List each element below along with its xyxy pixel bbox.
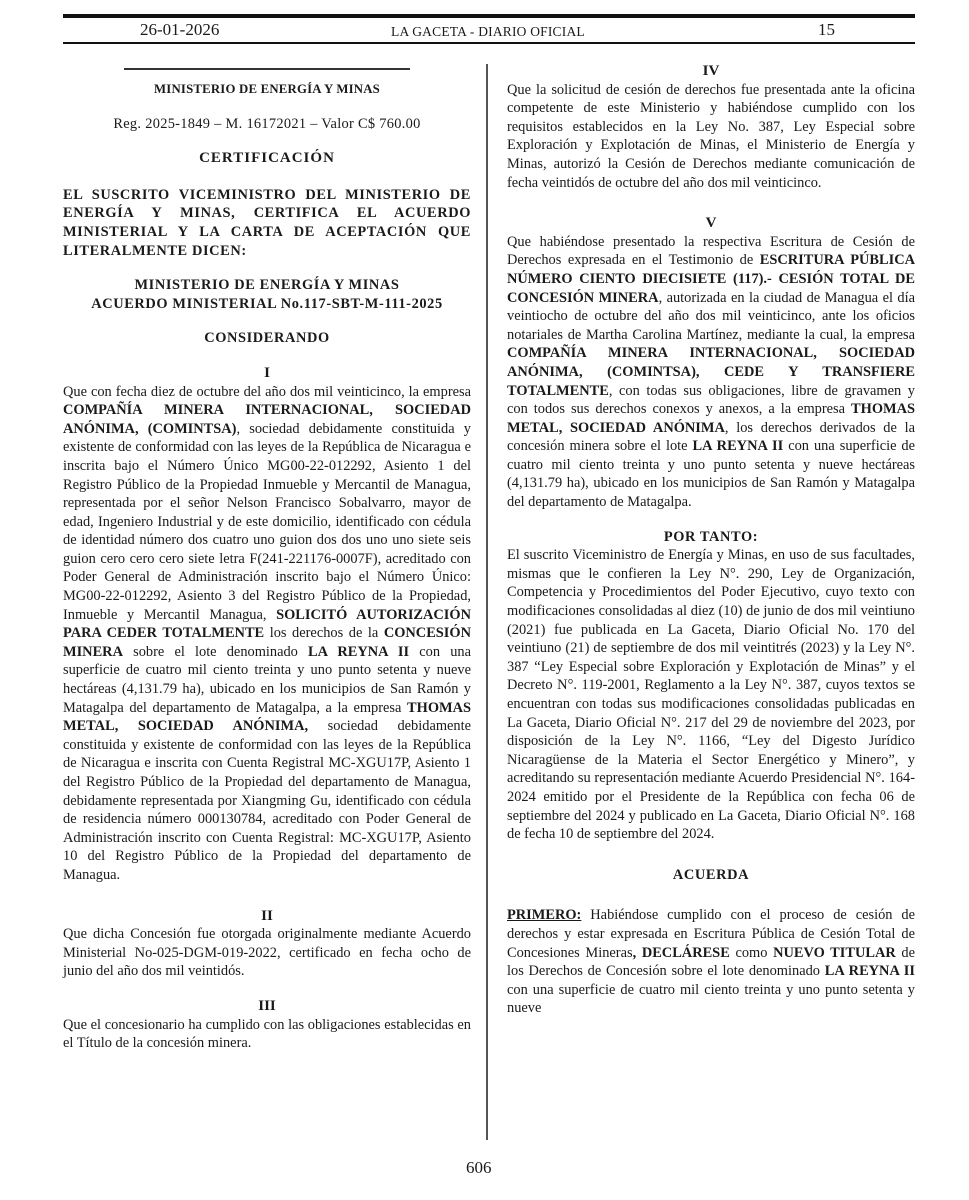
header-top-rule bbox=[63, 14, 915, 18]
section-iii-paragraph: Que el concesionario ha cumplido con las obligaciones establecidas en el Título de la concesión minera. bbox=[63, 1016, 471, 1052]
header-bottom-rule bbox=[63, 42, 915, 44]
por-tanto-paragraph: El suscrito Viceministro de Energía y Minas, en uso de sus facultades, mismas que le confieren la Ley N°. 290, Ley de Organización, Competencia y Procedimientos del Poder Ejecutivo, cuyo texto con modificaciones consolidadas al diez (10) de junio de dos mil veintiuno (2021) fue publicada en La Gaceta, Diario Oficial No. 170 del veintiuno (21) de septiembre de dos mil veintitrés (2023) y la Ley N°. 387 “Ley Especial sobre Exploración y Explotación de Minas” y el Decreto N°. 119-2001, Reglamento a la Ley N°. 387, cuyos textos se encuentran con todas sus modificaciones consolidadas publicadas en La Gaceta, Diario Oficial N°. 217 del 29 de noviembre del 2023, por disposición de la Ley N°. 1166, “Ley del Digesto Jurídico Nicaragüense de la Materia el Sector Energético y Minero”, y acreditando su representación mediante Acuerdo Presidencial N°. 164-2024 emitido por el Presidente de la República con fecha 06 de septiembre del 2024 y publicado en La Gaceta, Diario Oficial N°. 168 de fecha 10 de septiembre del 2024. bbox=[507, 547, 915, 843]
considerando-heading: CONSIDERANDO bbox=[204, 330, 330, 347]
section-numeral-ii: II bbox=[261, 907, 273, 924]
section-numeral-iv: IV bbox=[702, 63, 720, 79]
footer-page-number: 606 bbox=[466, 1158, 492, 1177]
section-v-paragraph: Que habiéndose presentado la respectiva Escritura de Cesión de Derechos expresada en el Testimonio de ESCRITURA PÚBLICA NÚMERO CIENTO DIECISIETE (117).- CESIÓN TOTAL DE CONCESIÓN MINERA, autorizada en la ciudad de Managua el día veintiocho de octubre del año dos mil veinticinco, ante los oficios notariales de Martha Carolina Martínez, mediante la cual, la empresa COMPAÑÍA MINERA INTERNACIONAL, SOCIEDAD ANÓNIMA, (COMINTSA), CEDE Y TRANSFIERE TOTALMENTE, con todas sus obligaciones, libre de gravamen y con todos sus derechos conexos y anexos, a la empresa THOMAS METAL, SOCIEDAD ANÓNIMA, los derechos derivados de la concesión minera sobre el lote LA REYNA II con una superficie de cuatro mil ciento treinta y uno punto setenta y nueve hectáreas (4,131.79 ha), ubicado en los municipios de San Ramón y Matagalpa del departamento de Matagalpa. bbox=[507, 233, 916, 511]
column-divider bbox=[486, 64, 488, 1140]
header-publication-title: LA GACETA - DIARIO OFICIAL bbox=[391, 24, 585, 39]
right-column bbox=[507, 62, 915, 1018]
por-tanto-heading: POR TANTO: bbox=[663, 528, 759, 545]
section-ii-paragraph: Que dicha Concesión fue otorgada originalmente mediante Acuerdo Ministerial No-025-DGM-019-2022, certificado en fecha ocho de junio del año dos mil veintidós. bbox=[63, 926, 471, 980]
acuerda-heading: ACUERDA bbox=[672, 866, 750, 883]
agreement-number: ACUERDO MINISTERIAL No.117-SBT-M-111-2025 bbox=[91, 295, 443, 312]
agreement-ministry: MINISTERIO DE ENERGÍA Y MINAS bbox=[134, 277, 400, 294]
left-column bbox=[63, 62, 471, 1053]
section-numeral-i: I bbox=[264, 364, 270, 381]
section-separator-rule bbox=[124, 68, 410, 70]
section-iv-paragraph: Que la solicitud de cesión de derechos fue presentada ante la oficina competente de este Ministerio y habiéndose cumplido con los requisitos establecidos en la Ley No. 387, Ley Especial sobre Exploración y Explotación de Minas, el Ministerio de Energía y Minas, autorizó la Cesión de Derechos mediante comunicación de fecha veintidós de octubre del año dos mil veinticinco. bbox=[507, 81, 915, 191]
section-numeral-iii: III bbox=[258, 997, 276, 1014]
section-i-paragraph: Que con fecha diez de octubre del año dos mil veinticinco, la empresa COMPAÑÍA MINERA INTERNACIONAL, SOCIEDAD ANÓNIMA, (COMINTSA), sociedad debidamente constituida y existente de conformidad con las leyes de la República de Nicaragua e inscrita bajo el Número Único MG00-22-012292, Asiento 1 del Registro Público de la Propiedad Inmueble y Mercantil de Managua, representada por el señor Nelson Francisco Sobalvarro, mayor de edad, Ingeniero Industrial y de este domicilio, identificado con cédula de identidad número dos cuatro uno guion dos dos uno uno siete seis guion cero cero cero siete letra F(241-221176-0007F), acreditado con Poder General de Administración inscrito bajo el Número Único: MG00-22-012292, Asiento 3 del Registro Público de la Propiedad, Inmueble y Mercantil Managua, SOLICITÓ AUTORIZACIÓN PARA CEDER TOTALMENTE los derechos de la CONCESIÓN MINERA sobre el lote denominado LA REYNA II con una superficie de cuatro mil ciento treinta y uno punto setenta y nueve hectáreas (4,131.79 ha), ubicado en los municipios de San Ramón y Matagalpa del departamento de Matagalpa, a la empresa THOMAS METAL, SOCIEDAD ANÓNIMA, sociedad debidamente constituida y existente de conformidad con las leyes de la República de Nicaragua e inscrita con Cuenta Registral MC-XGU17P, Asiento 1 del Registro Público de la Propiedad del departamento de Managua, debidamente representada por Xiangming Gu, identificado con cédula de residencia número 000130784, acreditado con Poder General de Administración inscrito con Cuenta Registral: MC-XGU17P, Asiento 10 del Registro Público de la Propiedad del departamento de Managua. bbox=[63, 383, 471, 883]
primero-paragraph: PRIMERO: Habiéndose cumplido con el proceso de cesión de derechos y estar expresada en Escritura Pública de Cesión Total de Concesiones Mineras, DECLÁRESE como NUEVO TITULAR de los Derechos de Concesión sobre el lote denominado LA REYNA II con una superficie de cuatro mil ciento treinta y uno punto setenta y nueve bbox=[507, 907, 916, 1017]
header-page-number: 15 bbox=[818, 20, 835, 39]
certification-title: CERTIFICACIÓN bbox=[199, 150, 335, 167]
ministry-heading: MINISTERIO DE ENERGÍA Y MINAS bbox=[154, 82, 380, 96]
registration-line: Reg. 2025-1849 – M. 16172021 – Valor C$ 760.00 bbox=[113, 115, 421, 132]
header-date: 26-01-2026 bbox=[140, 20, 220, 39]
certifier-statement: EL SUSCRITO VICEMINISTRO DEL MINISTERIO DE ENERGÍA Y MINAS, CERTIFICA EL ACUERDO MINISTERIAL Y LA CARTA DE ACEPTACIÓN QUE LITERALMENTE DICEN: bbox=[63, 186, 471, 259]
section-numeral-v: V bbox=[705, 215, 717, 232]
